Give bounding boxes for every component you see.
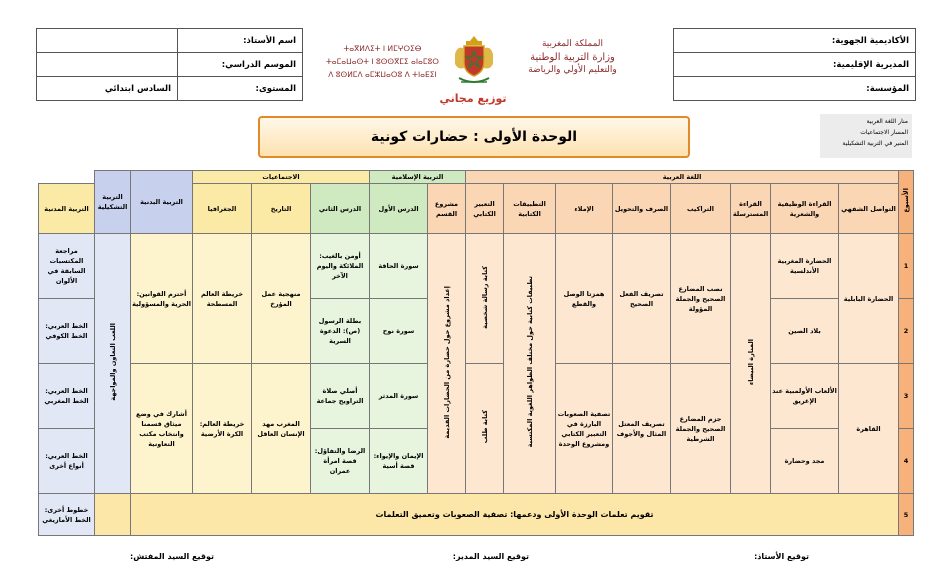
unit-title: الوحدة الأولى : حضارات كونية [258, 116, 690, 158]
reading-func-header: القراءة الوظيفية والشعرية [771, 184, 839, 234]
writing-cell: كتابة رسالة شخصية [466, 234, 504, 364]
ministry-label-2: والتعليم الأولي والرياضة [528, 65, 617, 75]
oral-header: التواصل الشفهي [839, 184, 899, 234]
teacher-info-table [36, 28, 303, 101]
islamic-group-header: التربية الإسلامية [370, 171, 466, 184]
evaluation-cell-pe [95, 494, 131, 536]
history-cell: المغرب مهد الإنسان العاقل [252, 364, 311, 494]
teacher-name-label: اسم الأستاذ: [178, 29, 303, 53]
source-item: منار اللغة العربية [866, 118, 908, 125]
teacher-signature-label: توقيع الأستاذ: [754, 552, 809, 561]
oral-cell: الحضارة البابلية [839, 234, 899, 364]
civic-cell: أحترم القوانين: الحرية والمسؤولية [131, 234, 193, 364]
reading-cont-cell: المنارة البيضاء [731, 234, 771, 494]
syntax-header: التراكيب [671, 184, 731, 234]
written-apps-cell: تطبيقات كتابية حول مختلف الظواهر اللغوية المكتسبة [504, 234, 556, 494]
week-number: 1 [899, 234, 914, 299]
institution-info-table [673, 28, 916, 101]
writing-cell: كتابة طلب [466, 364, 504, 494]
tifinagh-line-2: ⵜⴰⵎⴰⵡⴰⵙⵜ ⵏ ⵓⵙⵙⴳⵎⵉ ⴰⵏⴰⵎⵓⵔ [326, 57, 439, 66]
writing-header: التعبير الكتابي [466, 184, 504, 234]
source-item: المنير في التربية التشكيلية [842, 140, 908, 147]
teacher-name-value[interactable] [37, 29, 178, 53]
art-cell: الخط العربي: الخط المغربي [39, 364, 95, 429]
week-number: 2 [899, 299, 914, 364]
ministry-label-1: وزارة التربية الوطنية [530, 52, 615, 63]
art-cell: مراجعة المكتسبات السابقة في الألوان [39, 234, 95, 299]
project-cell: إعداد مشروع حول حضارة من الحضارات القديمة [428, 234, 466, 494]
spelling-cell: تصفية الصعوبات البارزة في التعبير الكتابي ومشروع الوحدة [556, 364, 613, 494]
lesson2-cell: أومن بالغيب: الملائكة واليوم الآخر [311, 234, 370, 299]
lesson1-cell: سورة نوح [370, 299, 428, 364]
syntax-cell: جزم المضارع الصحيح والجملة الشرطية [671, 364, 731, 494]
civic-header: التربية المدنية [39, 184, 95, 234]
pe-header: التربية البدنية [131, 171, 193, 234]
project-header: مشروع القسم [428, 184, 466, 234]
geography-cell: خريطة العالم: الكرة الأرضية [193, 364, 252, 494]
school-year-label: الموسم الدراسي: [178, 53, 303, 77]
geography-header: الجغرافيا [193, 184, 252, 234]
sources-note [820, 114, 912, 158]
reading-cell: الحضارة المغربية الأندلسية [771, 234, 839, 299]
history-cell: منهجية عمل المؤرخ [252, 234, 311, 364]
week-header: الأسبوع [899, 171, 914, 234]
geography-cell: خريطة العالم المسطحة [193, 234, 252, 364]
art-cell: الخط العربي: الخط الكوفي [39, 299, 95, 364]
directorate-label: المديرية الإقليمية: [674, 53, 916, 77]
director-signature-label: توقيع السيد المدير: [452, 552, 529, 561]
morph-header: الصرف والتحويل [613, 184, 671, 234]
reading-cont-header: القراءة المسترسلة [731, 184, 771, 234]
school-year-value[interactable] [37, 53, 178, 77]
lesson2-header: الدرس الثاني [311, 184, 370, 234]
kingdom-label: المملكة المغربية [541, 39, 604, 49]
evaluation-cell: تقويم تعلمات الوحدة الأولى ودعمها: تصفية الصعوبات وتعميق التعلمات [131, 494, 899, 536]
level-value[interactable]: السادس ابتدائي [37, 77, 178, 101]
source-item: المسار الاجتماعيات [860, 129, 908, 136]
arabic-group-header: اللغة العربية [466, 171, 899, 184]
lesson2-cell: الرضا والتفاؤل: قصة امرأة عمران [311, 429, 370, 494]
oral-cell: القاهرة [839, 364, 899, 494]
reading-cell: بلاد الصين [771, 299, 839, 364]
moroccan-coat-of-arms-icon [451, 34, 497, 88]
art-cell: خطوط أخرى: الخط الأمازيغي [39, 494, 95, 536]
reading-cell: مجد وحضارة [771, 429, 839, 494]
school-label: المؤسسة: [674, 77, 916, 101]
pe-cell: اللعب التعاون والمواجهة [95, 234, 131, 494]
week-number: 4 [899, 429, 914, 494]
reading-cell: الألعاب الأولمبية عند الإغريق [771, 364, 839, 429]
lesson1-cell: سورة الحاقة [370, 234, 428, 299]
lesson1-header: الدرس الأول [370, 184, 428, 234]
civic-cell: أشارك في وضع ميثاق قسمنا وانتخاب مكتب التعاونية [131, 364, 193, 494]
social-group-header: الاجتماعيات [193, 171, 370, 184]
ministry-logo [315, 34, 635, 110]
tifinagh-line-3: ⴷ ⵓⵙⵍⵎⴷ ⴰⵎⵣⵡⴰⵔⵓ ⴷ ⵜⵏⴰⴹⵉⵏ [328, 70, 437, 79]
week-number: 3 [899, 364, 914, 429]
written-apps-header: التطبيقات الكتابية [504, 184, 556, 234]
week-number: 5 [899, 494, 914, 536]
spelling-header: الإملاء [556, 184, 613, 234]
syntax-cell: نصب المضارع الصحيح والجملة المؤولة [671, 234, 731, 364]
lesson2-cell: أصلي صلاة التراويح جماعة [311, 364, 370, 429]
morph-cell: تصريف الفعل الصحيح [613, 234, 671, 364]
academy-label: الأكاديمية الجهوية: [674, 29, 916, 53]
lesson2-cell: بطلة الرسول (ص): الدعوة السرية [311, 299, 370, 364]
history-header: التاريخ [252, 184, 311, 234]
art-cell: الخط العربي: أنواع أخرى [39, 429, 95, 494]
unit-schedule-table [38, 170, 914, 536]
spelling-cell: همزتا الوصل والقطع [556, 234, 613, 364]
tifinagh-line-1: ⵜⴰⴳⵍⴷⵉⵜ ⵏ ⵍⵎⵖⵔⵉⴱ [343, 44, 422, 53]
morph-cell: تصريف المعتل المثال والأجوف [613, 364, 671, 494]
lesson1-cell: الإيمان والإيواء: قصة أسية [370, 429, 428, 494]
free-distribution-label: توزيع مجاني [439, 92, 507, 105]
inspector-signature-label: توقيع السيد المفتش: [130, 552, 214, 561]
lesson1-cell: سورة المدثر [370, 364, 428, 429]
art-header: التربية التشكيلية [95, 171, 131, 234]
level-label: المستوى: [178, 77, 303, 101]
